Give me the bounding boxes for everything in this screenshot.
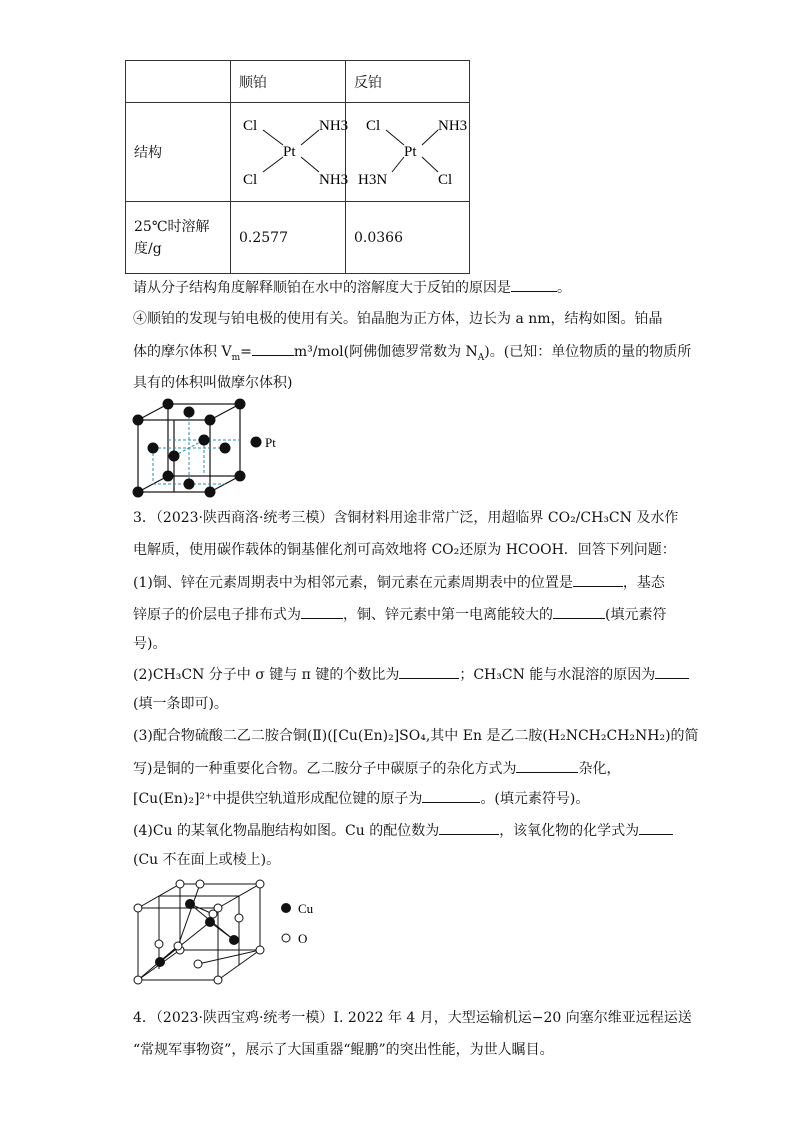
cis-solubility: 0.2577 <box>231 202 346 274</box>
q3-p2-line2: (填一条即可)。 <box>133 696 228 712</box>
q4-line2: “常规军事物资”，展示了大国重器“鲲鹏”的突出性能，为世人瞩目。 <box>133 1042 554 1058</box>
trans-top-right: NH3 <box>438 118 468 134</box>
q3-intro-line2: 电解质，使用碳作载体的铜基催化剂可高效地将 CO₂还原为 HCOOH．回答下列问题： <box>133 542 676 558</box>
table-header-cis: 顺铂 <box>231 61 346 103</box>
q3-intro-line1: 3．（2023·陕西商洛·统考三模）含铜材料用途非常广泛，用超临界 CO₂/CH₃CN 及水作 <box>133 510 679 526</box>
trans-platin-structure <box>346 103 469 197</box>
trans-bottom-left: H3N <box>358 172 388 188</box>
q3-p1-line1: (1)铜、锌在元素周期表中为相邻元素，铜元素在元素周期表中的位置是 ，基态 <box>133 572 665 593</box>
q3-p4-line1: (4)Cu 的某氧化物晶胞结构如图。Cu 的配位数为 ，该氧化物的化学式为 <box>133 820 673 841</box>
cis-center: Pt <box>283 144 296 160</box>
cu-oxide-unit-cell-figure <box>130 878 340 988</box>
trans-top-left: Cl <box>366 118 381 134</box>
cis-structure-cell <box>231 103 349 202</box>
cis-platin-structure <box>231 103 349 197</box>
q2-explain-line: 请从分子结构角度解释顺铂在水中的溶解度大于反铂的原因是 。 <box>133 277 571 298</box>
table-header-empty <box>126 61 231 103</box>
trans-bottom-right: Cl <box>438 172 453 188</box>
trans-solubility: 0.0366 <box>346 202 470 274</box>
o-legend-dot <box>282 934 290 942</box>
pt-legend-dot <box>251 437 262 448</box>
table-header-trans: 反铂 <box>346 61 470 103</box>
q3-p1-line3: 号)。 <box>133 636 167 652</box>
platinum-comparison-table <box>125 60 470 274</box>
pt-legend-label: Pt <box>265 435 276 450</box>
q2-part4-line1: ④顺铂的发现与铂电极的使用有关。铂晶胞为正方体，边长为 a nm，结构如图。铂晶 <box>133 311 663 327</box>
q3-p3-line2: 写)是铜的一种重要化合物。乙二胺分子中碳原子的杂化方式为 杂化， <box>133 758 620 779</box>
cu-legend-dot <box>281 903 291 913</box>
q3-p1-line2: 锌原子的价层电子排布式为 ，铜、锌元素中第一电离能较大的 (填元素符 <box>133 604 666 625</box>
q3-p4-line2: (Cu 不在面上或棱上)。 <box>133 852 281 868</box>
pt-unit-cell-figure <box>128 398 288 500</box>
cis-bottom-left: Cl <box>243 172 258 188</box>
cis-top-right: NH3 <box>319 118 349 134</box>
trans-structure-cell <box>346 103 470 202</box>
q2-part4-line2: 体的摩尔体积 $V_m= m^3/mol$(阿佛伽德罗常数为 $N_A$)。(已知：单位物质的量的物质所 <box>133 341 691 368</box>
q4-line1: 4．（2023·陕西宝鸡·统考一模）Ⅰ. 2022 年 4 月，大型运输机运−20 向塞尔维亚远程运送 <box>133 1010 692 1026</box>
cis-bottom-right: NH3 <box>319 172 349 188</box>
row-label-structure: 结构 <box>126 103 231 202</box>
q3-p3-line1: (3)配合物硫酸二乙二胺合铜(Ⅱ)([Cu(En)₂]SO₄,其中 En 是乙二胺(H₂NCH₂CH₂NH₂)的简 <box>133 728 699 744</box>
q3-p2-line1: (2)CH₃CN 分子中 σ 键与 π 键的个数比为 ；CH₃CN 能与水混溶的原因为 <box>133 664 689 685</box>
trans-center: Pt <box>404 144 417 160</box>
row-label-solubility: 25℃时溶解度/g <box>126 202 231 274</box>
q2-part4-line3: 具有的体积叫做摩尔体积) <box>133 375 293 391</box>
o-legend-label: O <box>298 931 308 946</box>
cis-top-left: Cl <box>243 118 258 134</box>
q3-p3-line3: [Cu(En)₂]²⁺中提供空轨道形成配位键的原子为 。(填元素符号)。 <box>133 788 589 809</box>
cu-legend-label: Cu <box>298 901 314 916</box>
